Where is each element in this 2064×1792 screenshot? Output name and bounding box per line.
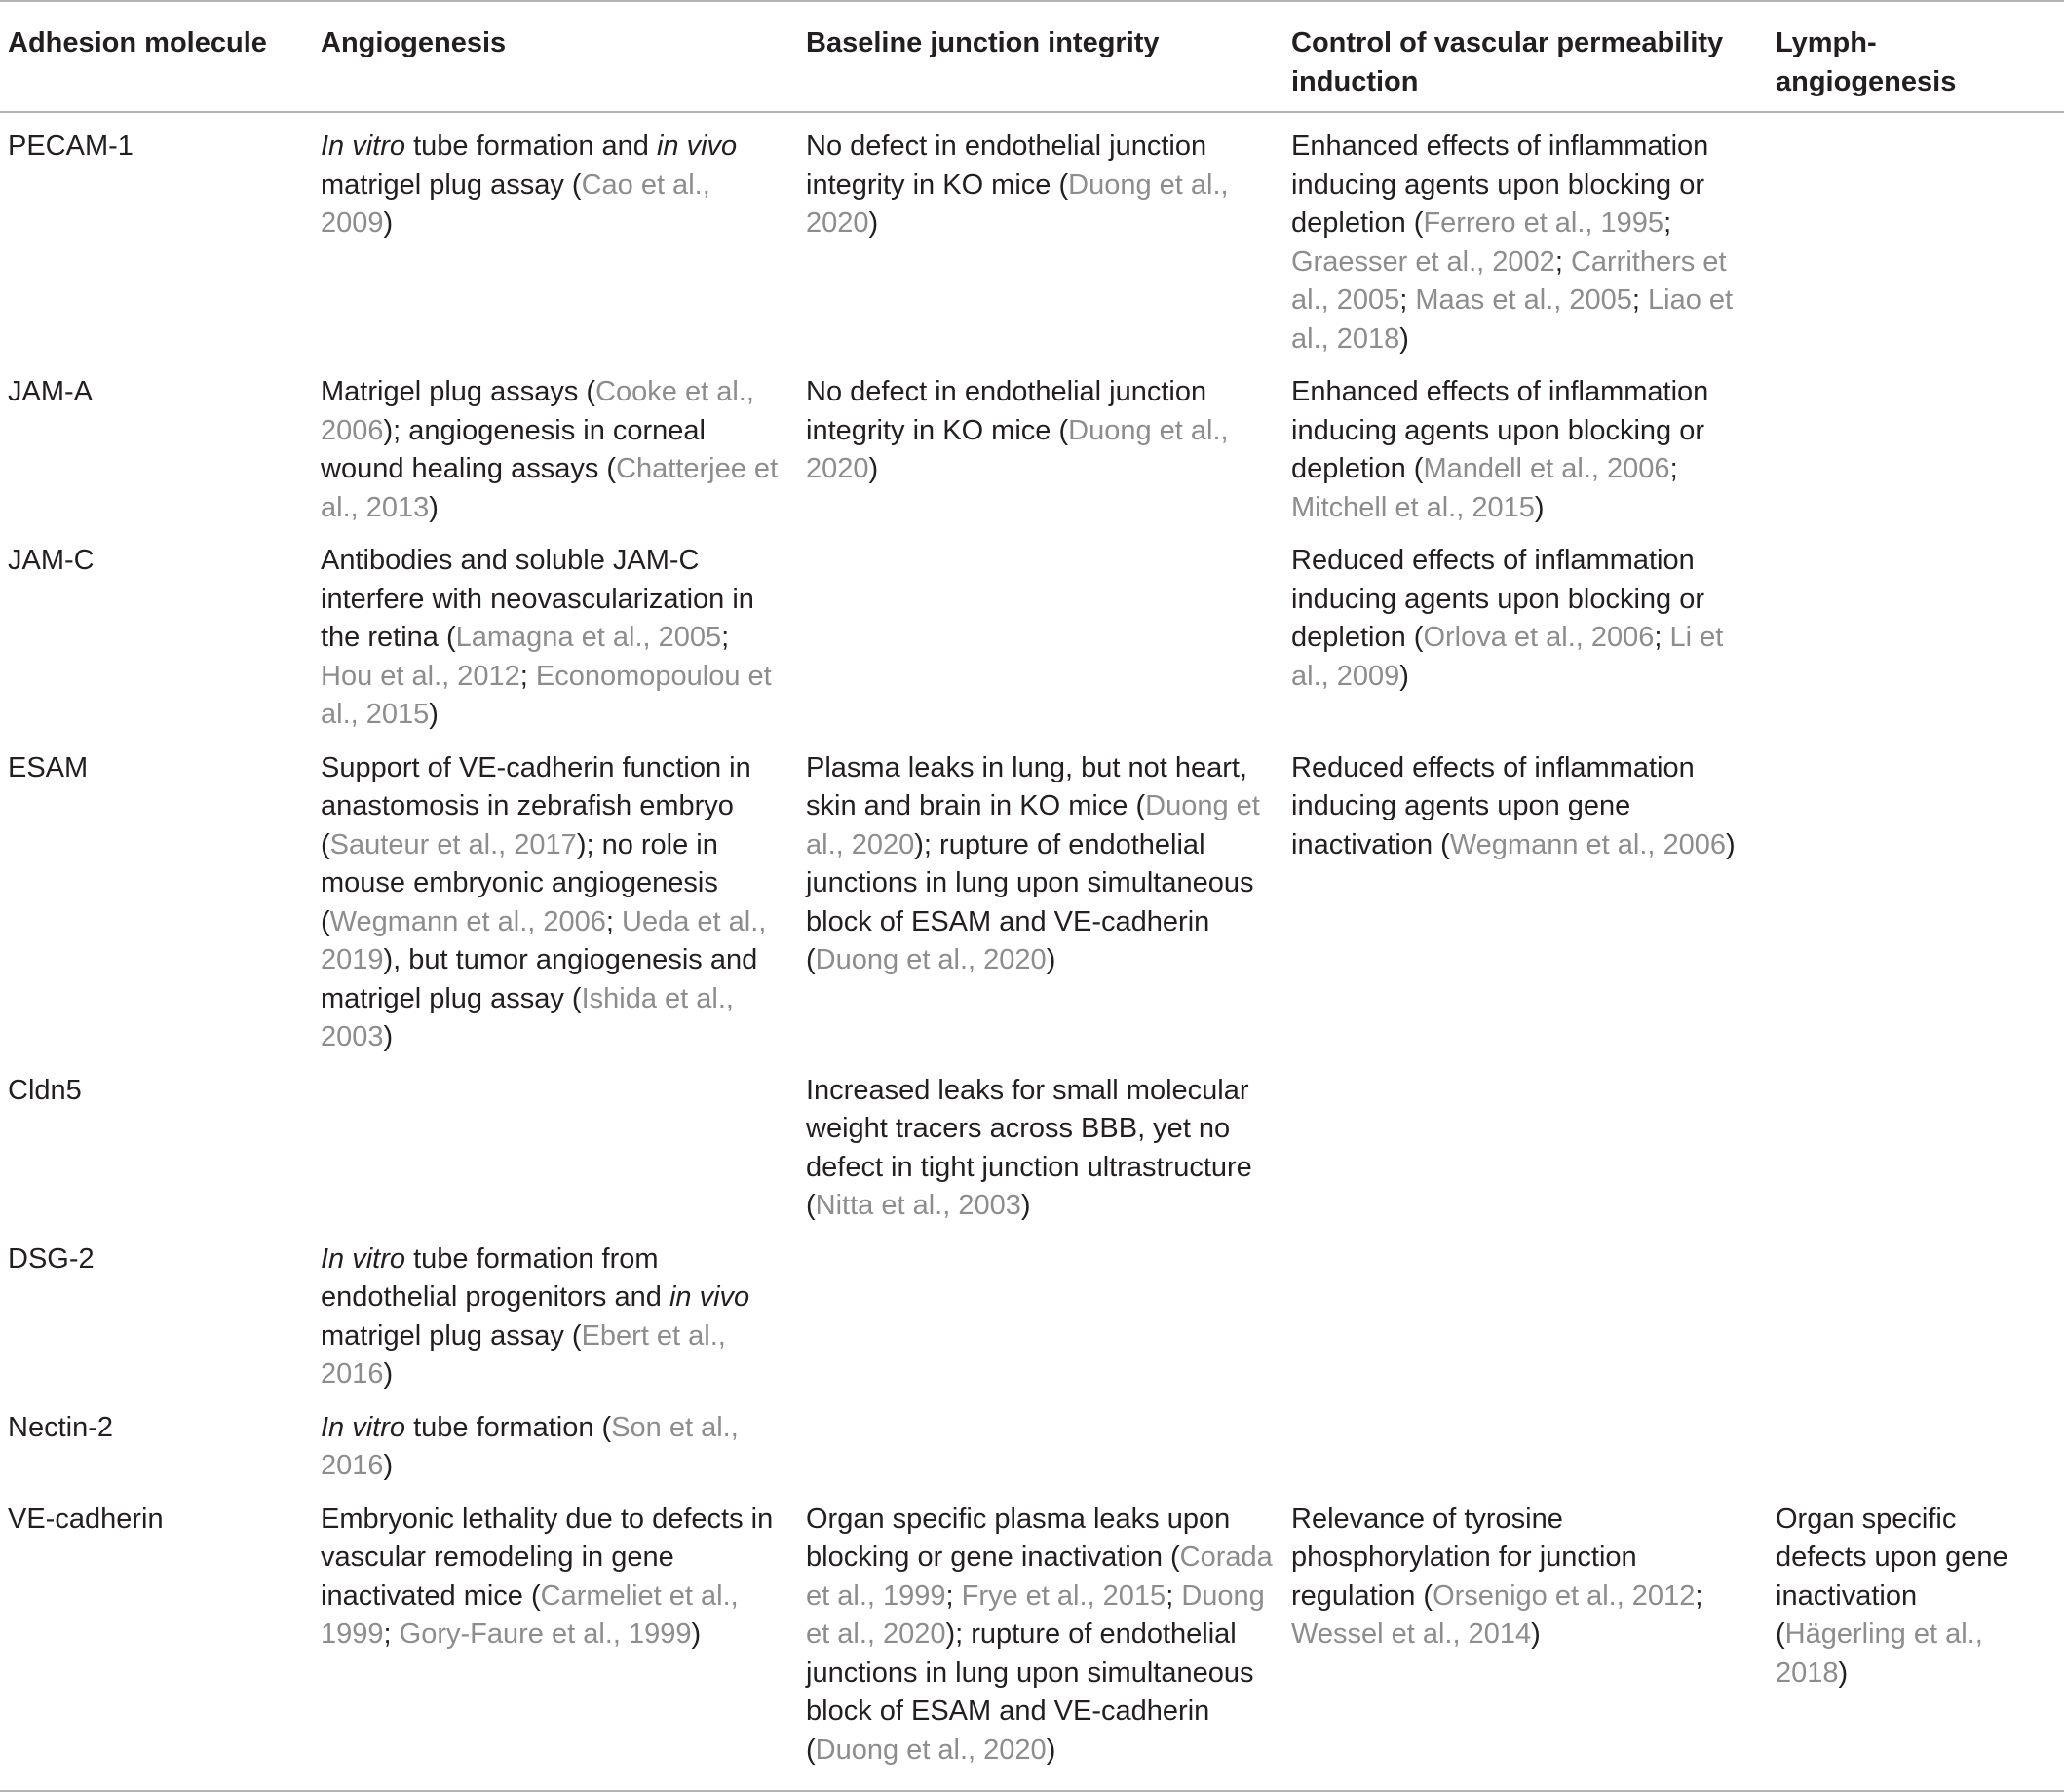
citation-link[interactable]: Cooke et al., 2006 bbox=[321, 376, 754, 446]
cell-text: ; bbox=[1166, 1580, 1182, 1612]
cell-text: ); rupture of endothelial junctions in lung upon simultaneous block of ESAM and VE-cadherin ( bbox=[806, 1619, 1254, 1766]
citation-link[interactable]: Li et al., 2009 bbox=[1291, 622, 1724, 692]
table-row bbox=[0, 1226, 2064, 1394]
cell-permeability bbox=[1283, 112, 1768, 359]
cell-angiogenesis bbox=[313, 112, 798, 359]
cell-lymph bbox=[1768, 735, 2064, 1057]
citation-link[interactable]: Duong et al., 2020 bbox=[806, 169, 1229, 239]
header-baseline-junction-integrity: Baseline junction integrity bbox=[798, 1, 1283, 112]
cell-lymph bbox=[1768, 527, 2064, 735]
citation-link[interactable]: Duong et al., 2020 bbox=[806, 790, 1260, 860]
cell-text: ) bbox=[383, 1450, 394, 1481]
cell-molecule: JAM-C bbox=[8, 545, 95, 576]
italic-term: in vivo bbox=[656, 131, 738, 162]
cell-text: ) bbox=[1399, 660, 1409, 692]
cell-permeability bbox=[1283, 735, 1768, 1057]
table-row bbox=[0, 112, 2064, 359]
cell-baseline bbox=[798, 359, 1283, 527]
cell-lymph bbox=[1768, 112, 2064, 359]
cell-text: Enhanced effects of inflammation inducing agents upon blocking or depletion ( bbox=[1291, 376, 1709, 484]
citation-link[interactable]: Ueda et al., 2019 bbox=[321, 905, 767, 975]
cell-text: ; bbox=[519, 660, 536, 692]
cell-text: ; bbox=[1669, 453, 1678, 484]
table-row bbox=[0, 527, 2064, 735]
citation-link[interactable]: Wessel et al., 2014 bbox=[1291, 1619, 1532, 1650]
citation-link[interactable]: Chatterjee et al., 2013 bbox=[321, 453, 779, 523]
cell-baseline bbox=[798, 1394, 1283, 1486]
cell-lymph bbox=[1768, 1486, 2064, 1791]
cell-permeability bbox=[1283, 1394, 1768, 1486]
header-angiogenesis: Angiogenesis bbox=[313, 1, 798, 112]
cell-permeability bbox=[1283, 359, 1768, 527]
cell-text: Organ specific plasma leaks upon blocking or gene inactivation ( bbox=[806, 1503, 1231, 1573]
cell-text: ) bbox=[868, 453, 879, 484]
cell-text: ; bbox=[605, 905, 622, 937]
cell-molecule: DSG-2 bbox=[8, 1242, 95, 1275]
citation-link[interactable]: Carrithers et al., 2005 bbox=[1291, 246, 1727, 316]
cell-permeability bbox=[1283, 1486, 1768, 1791]
table-row bbox=[0, 735, 2064, 1057]
cell-text: tube formation from endothelial progenitors and bbox=[321, 1242, 669, 1313]
cell-text: Organ specific defects upon gene inactivation ( bbox=[1776, 1503, 2008, 1650]
cell-text: ; bbox=[1663, 208, 1672, 239]
table-row bbox=[0, 359, 2064, 527]
cell-text: Reduced effects of inflammation inducing agents upon gene inactivation ( bbox=[1291, 751, 1695, 860]
table-row bbox=[0, 1057, 2064, 1226]
cell-text: matrigel plug assay ( bbox=[321, 169, 582, 201]
header-adhesion-molecule: Adhesion molecule bbox=[0, 1, 313, 112]
cell-angiogenesis bbox=[313, 1226, 798, 1394]
cell-angiogenesis bbox=[313, 527, 798, 735]
citation-link[interactable]: Lamagna et al., 2005 bbox=[455, 622, 722, 653]
italic-term: In vitro bbox=[321, 131, 406, 162]
cell-angiogenesis bbox=[313, 1394, 798, 1486]
cell-text: Plasma leaks in lung, but not heart, skin and brain in KO mice ( bbox=[806, 751, 1247, 821]
cell-baseline bbox=[798, 527, 1283, 735]
cell-text: ; bbox=[1631, 285, 1648, 316]
table-body bbox=[0, 112, 2064, 1791]
citation-link[interactable]: Graesser et al., 2002 bbox=[1291, 246, 1555, 278]
cell-baseline bbox=[798, 1486, 1283, 1791]
cell-baseline bbox=[798, 1226, 1283, 1394]
cell-text: ) bbox=[868, 208, 879, 239]
cell-text: ; bbox=[383, 1619, 400, 1650]
cell-text: Reduced effects of inflammation inducing agents upon blocking or depletion ( bbox=[1291, 545, 1705, 653]
citation-link[interactable]: Orsenigo et al., 2012 bbox=[1433, 1580, 1696, 1612]
cell-text: ) bbox=[1046, 1734, 1056, 1766]
citation-link[interactable]: Corada et al., 1999 bbox=[806, 1542, 1273, 1612]
citation-link[interactable]: Frye et al., 2015 bbox=[961, 1580, 1166, 1612]
cell-text: ) bbox=[1020, 1190, 1031, 1221]
cell-text: matrigel plug assay ( bbox=[321, 1319, 582, 1352]
cell-text: ; bbox=[1654, 622, 1670, 653]
table-header bbox=[0, 1, 2064, 112]
citation-link[interactable]: Duong et al., 2020 bbox=[815, 944, 1047, 975]
citation-link[interactable]: Hou et al., 2012 bbox=[321, 660, 520, 692]
cell-molecule: Nectin-2 bbox=[8, 1411, 113, 1443]
cell-text: ; bbox=[1695, 1580, 1703, 1612]
citation-link[interactable]: Mandell et al., 2006 bbox=[1423, 453, 1670, 484]
table-row bbox=[0, 1486, 2064, 1791]
cell-molecule: VE-cadherin bbox=[0, 1486, 313, 1791]
cell-angiogenesis bbox=[313, 359, 798, 527]
cell-text: Matrigel plug assays ( bbox=[321, 376, 596, 407]
citation-link[interactable]: Maas et al., 2005 bbox=[1415, 285, 1632, 316]
cell-molecule: ESAM bbox=[8, 751, 89, 783]
cell-text: Support of VE-cadherin function in anastomosis in zebrafish embryo ( bbox=[321, 751, 751, 860]
cell-text: ) bbox=[383, 208, 394, 239]
cell-lymph bbox=[1768, 1057, 2064, 1226]
citation-link[interactable]: Ishida et al., 2003 bbox=[321, 982, 734, 1052]
cell-text: No defect in endothelial junction integrity in KO mice ( bbox=[806, 131, 1207, 201]
cell-text: ) bbox=[1046, 944, 1056, 975]
cell-text: ); no role in mouse embryonic angiogenesis ( bbox=[321, 828, 718, 937]
cell-lymph bbox=[1768, 359, 2064, 527]
cell-text: ); rupture of endothelial junctions in lung upon simultaneous block of ESAM and VE-cadherin ( bbox=[806, 828, 1254, 975]
cell-text: No defect in endothelial junction integrity in KO mice ( bbox=[806, 376, 1207, 446]
cell-text: ) bbox=[429, 491, 439, 523]
cell-text: Antibodies and soluble JAM-C interfere with neovascularization in the retina ( bbox=[321, 545, 754, 653]
cell-lymph bbox=[1768, 1394, 2064, 1486]
citation-link[interactable]: Duong et al., 2020 bbox=[806, 1580, 1265, 1650]
cell-molecule: Cldn5 bbox=[8, 1074, 82, 1106]
cell-text: tube formation and bbox=[405, 131, 657, 162]
cell-text: ) bbox=[1534, 491, 1545, 523]
citation-link[interactable]: Orlova et al., 2006 bbox=[1423, 622, 1655, 653]
cell-text: ) bbox=[429, 699, 439, 730]
cell-text: ; bbox=[1399, 285, 1416, 316]
citation-link[interactable]: Duong et al., 2020 bbox=[815, 1734, 1047, 1766]
cell-baseline bbox=[798, 735, 1283, 1057]
cell-molecule: PECAM-1 bbox=[8, 131, 134, 162]
cell-permeability bbox=[1283, 1226, 1768, 1394]
cell-baseline bbox=[798, 1057, 1283, 1226]
cell-text: Increased leaks for small molecular weight tracers across BBB, yet no defect in tight junction ultrastructure ( bbox=[806, 1074, 1252, 1221]
cell-text: ; bbox=[1554, 246, 1571, 278]
citation-link[interactable]: Sauteur et al., 2017 bbox=[329, 828, 577, 860]
header-lymph-angiogenesis: Lymph-angiogenesis bbox=[1768, 1, 2064, 112]
italic-term: In vitro bbox=[321, 1411, 406, 1443]
cell-text: ), but tumor angiogenesis and matrigel plug assay ( bbox=[321, 944, 758, 1014]
italic-term: in vivo bbox=[669, 1281, 750, 1313]
cell-text: ) bbox=[1399, 323, 1409, 355]
cell-text: ; bbox=[721, 622, 730, 653]
citation-link[interactable]: Ebert et al., 2016 bbox=[321, 1319, 726, 1390]
cell-text: ) bbox=[383, 1358, 394, 1390]
table-row bbox=[0, 1394, 2064, 1486]
citation-link[interactable]: Carmeliet et al., 1999 bbox=[321, 1580, 739, 1650]
cell-angiogenesis bbox=[313, 1486, 798, 1791]
cell-text: ) bbox=[691, 1619, 702, 1650]
citation-link[interactable]: Son et al., 2016 bbox=[321, 1411, 739, 1481]
cell-molecule: JAM-A bbox=[8, 376, 93, 407]
citation-link[interactable]: Hägerling et al., 2018 bbox=[1776, 1619, 1983, 1689]
cell-text: ; bbox=[945, 1580, 962, 1612]
citation-link[interactable]: Liao et al., 2018 bbox=[1291, 285, 1734, 355]
citation-link[interactable]: Wegmann et al., 2006 bbox=[329, 905, 606, 937]
cell-text: ) bbox=[1726, 828, 1736, 860]
cell-text: ) bbox=[1531, 1619, 1541, 1650]
citation-link[interactable]: Mitchell et al., 2015 bbox=[1291, 491, 1535, 523]
header-row bbox=[0, 1, 2064, 112]
cell-angiogenesis bbox=[313, 735, 798, 1057]
citation-link[interactable]: Cao et al., 2009 bbox=[321, 169, 710, 239]
citation-link[interactable]: Gory-Faure et al., 1999 bbox=[399, 1619, 692, 1650]
citation-link[interactable]: Nitta et al., 2003 bbox=[815, 1190, 1021, 1221]
citation-link[interactable]: Duong et al., 2020 bbox=[806, 414, 1229, 484]
cell-text: ) bbox=[1838, 1657, 1849, 1689]
cell-text: ); angiogenesis in corneal wound healing assays ( bbox=[321, 414, 706, 484]
cell-text: tube formation ( bbox=[405, 1411, 612, 1443]
cell-lymph bbox=[1768, 1226, 2064, 1394]
header-vascular-permeability: Control of vascular permeability induction bbox=[1283, 1, 1768, 112]
citation-link[interactable]: Ferrero et al., 1995 bbox=[1423, 208, 1664, 239]
cell-text: ) bbox=[383, 1021, 394, 1052]
citation-link[interactable]: Economopoulou et al., 2015 bbox=[321, 660, 772, 730]
cell-baseline bbox=[798, 112, 1283, 359]
cell-permeability bbox=[1283, 1057, 1768, 1226]
cell-text: Enhanced effects of inflammation inducing agents upon blocking or depletion ( bbox=[1291, 131, 1709, 239]
cell-permeability bbox=[1283, 527, 1768, 735]
cell-text: Relevance of tyrosine phosphorylation for junction regulation ( bbox=[1291, 1503, 1637, 1612]
italic-term: In vitro bbox=[321, 1242, 406, 1275]
cell-text: Embryonic lethality due to defects in vascular remodeling in gene inactivated mice ( bbox=[321, 1503, 774, 1612]
citation-link[interactable]: Wegmann et al., 2006 bbox=[1449, 828, 1727, 860]
cell-angiogenesis bbox=[313, 1057, 798, 1226]
